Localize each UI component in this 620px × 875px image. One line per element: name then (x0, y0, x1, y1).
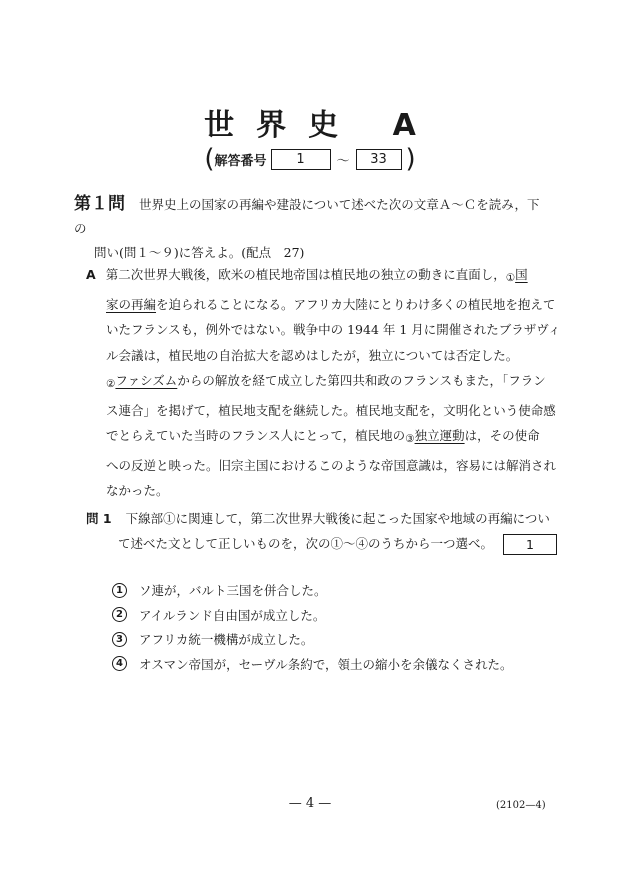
question-label: 問 1 (86, 511, 112, 526)
underline-marker-1: ① (505, 272, 516, 284)
page-code: (2102—4) (496, 800, 546, 811)
page-number: — 4 — (288, 796, 332, 811)
option-number-circle: 3 (112, 632, 127, 647)
option-1 (112, 578, 552, 603)
underlined-text-1a: 国 (515, 267, 528, 282)
option-4 (112, 652, 552, 677)
question-line (86, 506, 556, 531)
answer-number-range (0, 146, 620, 172)
answer-end-box: 33 (356, 149, 402, 170)
option-3 (112, 627, 552, 652)
passage-a (86, 262, 561, 504)
intro-line-1: 世界史上の国家の再編や建設について述べた次の文章Ａ～Ｃを読み，下の (74, 197, 540, 236)
passage-line: への反逆と映った。旧宗主国におけるこのような帝国意識は，容易には解消され (106, 457, 557, 473)
question-group-intro (74, 192, 544, 265)
option-text: ソ連が，バルト三国を併合した。 (139, 583, 327, 599)
question-text: て述べた文として正しいものを，次の①～④のうちから一つ選べ。 (118, 536, 494, 551)
option-number-circle: 2 (112, 607, 127, 622)
passage-line (86, 368, 546, 398)
answer-box: 1 (503, 534, 557, 555)
underlined-text-1b: 家の再編 (106, 296, 157, 312)
underlined-text-2: ファシズム (115, 373, 178, 388)
passage-line (86, 292, 556, 318)
passage-line: ス連合」を掲げて，植民地支配を継続した。植民地支配を，文明化という使命感 (106, 402, 556, 418)
section-letter: A (86, 267, 96, 282)
option-number-circle: 4 (112, 656, 127, 671)
underline-marker-3: ③ (405, 433, 415, 445)
intro-line-2: 問い(問１～９)に答えよ。(配点 27) (94, 245, 305, 260)
option-text: アフリカ統一機構が成立した。 (139, 632, 314, 648)
underlined-text-3: 独立運動 (414, 428, 465, 443)
option-number-circle: 1 (112, 583, 127, 598)
option-2 (112, 603, 552, 628)
passage-text: からの解放を経て成立した第四共和政のフランスもまた，「フラン (177, 373, 546, 388)
passage-text: は，その使命 (464, 428, 540, 443)
question-line (86, 531, 556, 556)
question-text: 下線部①に関連して，第二次世界大戦後に起こった国家や地域の再編につい (125, 511, 550, 526)
answer-start-box: 1 (271, 149, 331, 170)
range-separator: 〜 (336, 153, 350, 169)
question-1 (86, 506, 556, 556)
option-text: アイルランド自由国が成立した。 (139, 607, 326, 623)
option-text: オスマン帝国が，セーヴル条約で，領土の縮小を余儀なくされた。 (139, 656, 513, 672)
open-paren: ( (204, 144, 215, 174)
passage-text: でとらえていた当時のフランス人にとって，植民地の (106, 428, 406, 443)
passage-line (86, 423, 546, 453)
question-group-number: 第１問 (74, 194, 125, 214)
passage-line: なかった。 (106, 483, 169, 498)
underline-marker-2: ② (106, 378, 116, 390)
passage-text: 第二次世界大戦後，欧米の植民地帝国は植民地の独立の動きに直面し， (105, 267, 506, 282)
close-paren: ) (405, 144, 416, 174)
passage-text: を迫られることになる。アフリカ大陸にとりわけ多くの植民地を抱えて (156, 296, 556, 312)
answer-options (112, 578, 552, 676)
answer-label: 解答番号 (214, 153, 267, 169)
passage-line: いたフランスも，例外ではない。戦争中の 1944 年 1 月に開催されたブラザヴィ (106, 322, 561, 337)
passage-line (86, 262, 546, 292)
page-title: 世界史 A (204, 108, 438, 143)
passage-line: ル会議は，植民地の自治拡大を認めはしたが，独立については否定した。 (106, 347, 519, 363)
